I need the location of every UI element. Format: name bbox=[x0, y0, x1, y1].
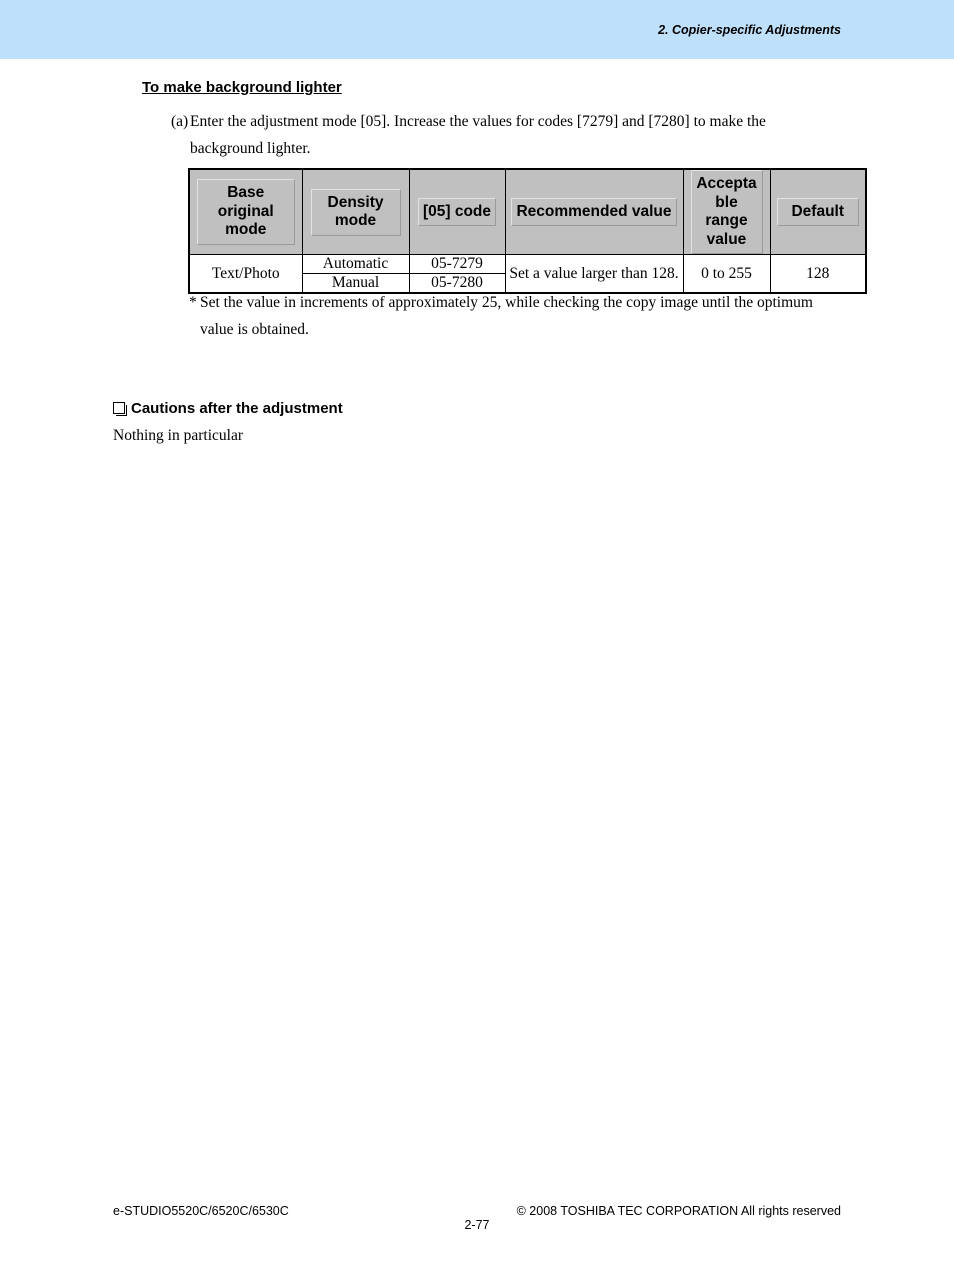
cell-density-automatic: Automatic bbox=[302, 255, 409, 274]
footnote bbox=[189, 289, 849, 343]
checkbox-icon bbox=[113, 402, 125, 414]
cautions-heading-text: Cautions after the adjustment bbox=[131, 400, 343, 417]
step-text: Enter the adjustment mode [05]. Increase the values for codes [7279] and [7280] to make the background lighter. bbox=[190, 113, 766, 157]
footer-model: e-STUDIO5520C/6520C/6530C bbox=[113, 1204, 289, 1218]
chapter-title: 2. Copier-specific Adjustments bbox=[658, 23, 841, 37]
cell-density-manual: Manual bbox=[302, 274, 409, 294]
table-row bbox=[189, 255, 866, 274]
footer-copyright: © 2008 TOSHIBA TEC CORPORATION All rights reserved bbox=[516, 1204, 841, 1218]
table-header-row bbox=[189, 169, 866, 255]
cautions-heading bbox=[113, 400, 343, 417]
footnote-text: Set the value in increments of approximately 25, while checking the copy image until the optimum value is obtained. bbox=[200, 294, 813, 338]
header-density-mode: Density mode bbox=[302, 169, 409, 255]
footnote-marker: * bbox=[189, 294, 197, 311]
page-number: 2-77 bbox=[464, 1218, 490, 1232]
page-header bbox=[0, 0, 954, 59]
cell-code-7280: 05-7280 bbox=[409, 274, 505, 294]
header-05-code: [05] code bbox=[409, 169, 505, 255]
cell-range: 0 to 255 bbox=[683, 255, 770, 294]
cell-base-mode: Text/Photo bbox=[189, 255, 302, 294]
step-a bbox=[171, 108, 811, 162]
adjustment-table bbox=[188, 168, 867, 294]
header-recommended-value: Recommended value bbox=[505, 169, 683, 255]
cautions-body: Nothing in particular bbox=[113, 427, 243, 444]
header-default: Default bbox=[770, 169, 866, 255]
cell-default: 128 bbox=[770, 255, 866, 294]
step-marker: (a) bbox=[171, 113, 189, 130]
cell-code-7279: 05-7279 bbox=[409, 255, 505, 274]
section-heading: To make background lighter bbox=[142, 79, 342, 96]
cell-recommended: Set a value larger than 128. bbox=[505, 255, 683, 294]
header-acceptable-range: Accepta ble range value bbox=[683, 169, 770, 255]
header-base-original-mode: Base original mode bbox=[189, 169, 302, 255]
